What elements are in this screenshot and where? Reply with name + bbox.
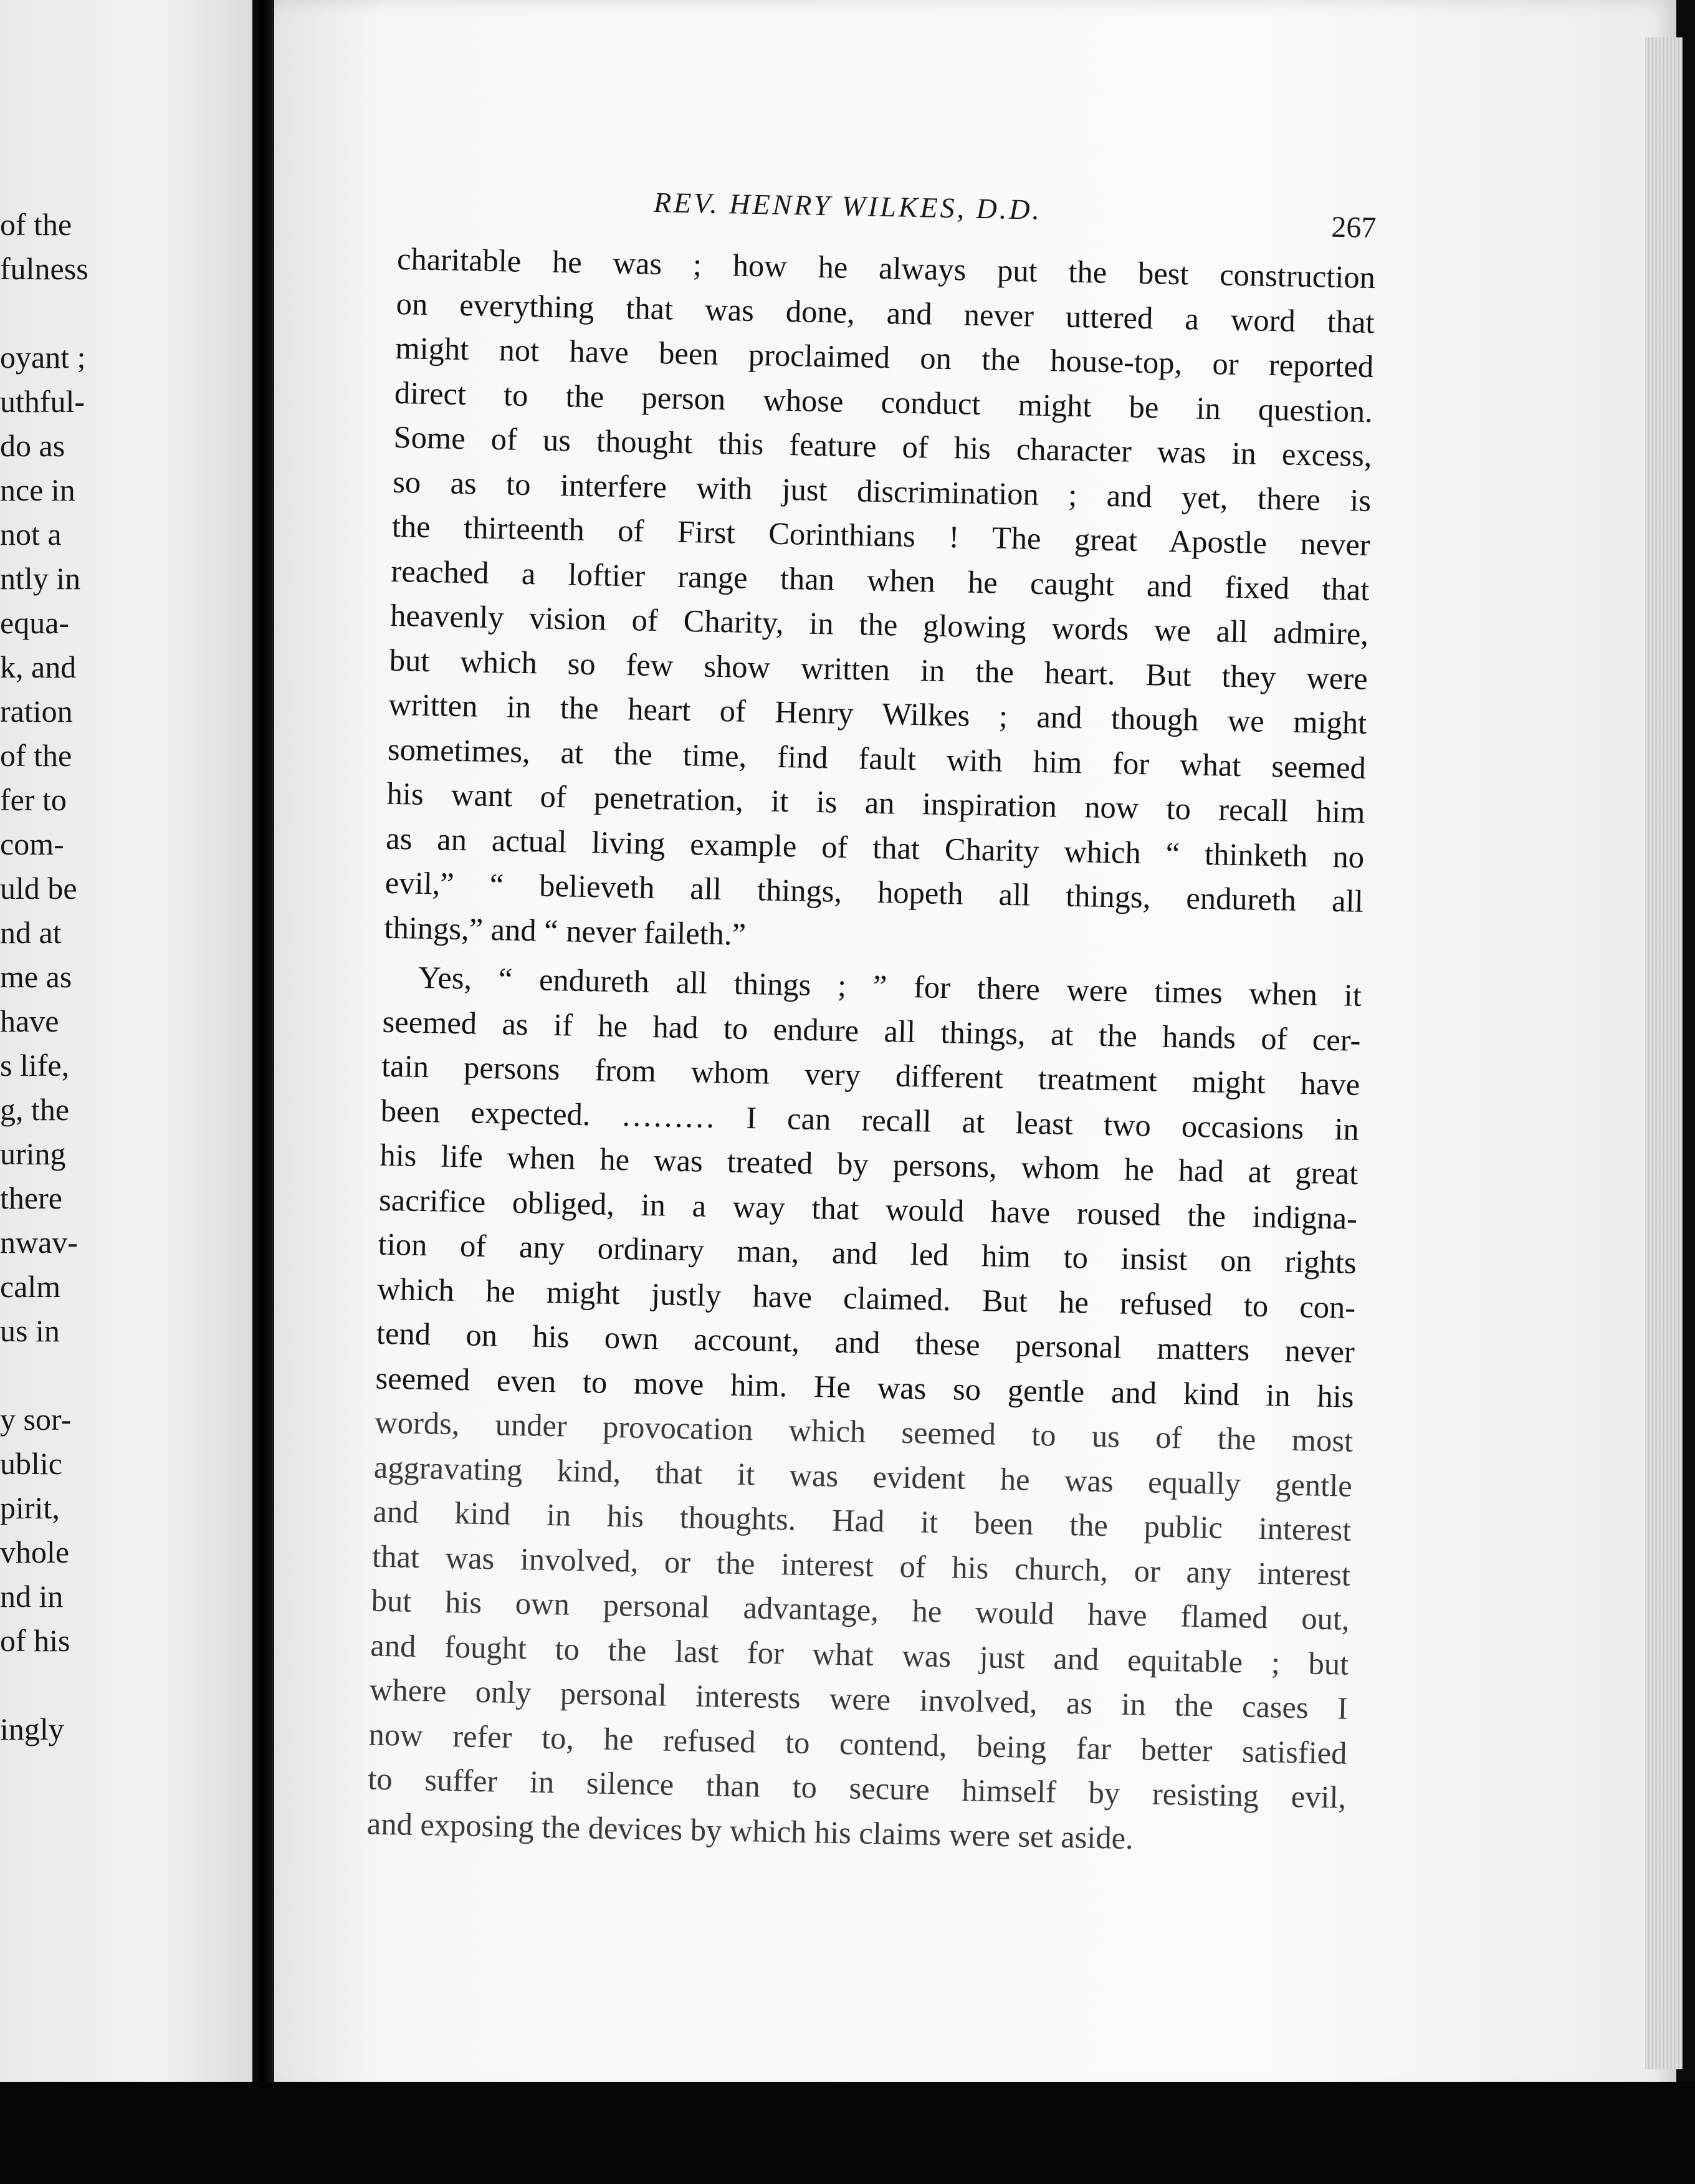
left-page-fragment: uthful- (0, 384, 85, 419)
book-gutter (252, 0, 277, 2184)
text-line: the thirteenth of First Corinthians ! The great Apostle never (391, 508, 1371, 563)
text-line: but which so few show written in the heart. But they were (389, 642, 1368, 696)
text-line: evil,” “ believeth all things, hopeth all things, endureth all (384, 865, 1364, 919)
left-page-fragment: uring (0, 1136, 66, 1171)
text-line: which he might justly have claimed. But he refused to con- (376, 1271, 1356, 1325)
text-line: but his own personal advantage, he would have flamed out, (371, 1583, 1350, 1637)
left-page-fragment: ntly in (0, 561, 81, 596)
text-line: seemed as if he had to endure all things, at the hands of cer- (382, 1003, 1361, 1058)
left-page-fragment: there (0, 1181, 62, 1215)
text-line: as an actual living example of that Charity which “ thinketh no (385, 820, 1365, 874)
text-line: his life when he was treated by persons, whom he had at great (380, 1137, 1358, 1191)
text-line: to suffer in silence than to secure himself by resisting evil, (367, 1761, 1347, 1815)
left-page-fragment: of his (0, 1623, 70, 1658)
page-text-block (366, 168, 1377, 1865)
text-line: sometimes, at the time, find fault with him for what seemed (387, 731, 1367, 785)
text-line: might not have been proclaimed on the house-top, or reported (394, 330, 1374, 385)
running-title: REV. HENRY WILKES, D.D. (653, 186, 1043, 226)
text-line: things,” and “ never faileth.” (384, 909, 747, 952)
text-line: Some of us thought this feature of his character was in excess, (393, 419, 1372, 474)
scan-bottom-edge (0, 2082, 1695, 2184)
left-page-fragment: nce in (0, 472, 75, 507)
text-line: now refer to, he refused to contend, being far better satisfied (368, 1717, 1348, 1771)
text-line: his want of penetration, it is an inspiration now to recall him (386, 775, 1365, 830)
text-line: heavenly vision of Charity, in the glowing words we all admire, (389, 597, 1369, 652)
left-page-fragment: not a (0, 517, 62, 552)
text-line: so as to interfere with just discrimination ; and yet, there is (392, 464, 1372, 518)
text-line: charitable he was ; how he always put the best construction (396, 241, 1376, 295)
page-number: 267 (1330, 210, 1377, 245)
left-page-fragment: ingly (0, 1712, 64, 1746)
left-page-fragment: have (0, 1003, 59, 1038)
text-line: that was involved, or the interest of his church, or any interest (371, 1538, 1351, 1593)
text-line: words, under provocation which seemed to us of the most (374, 1404, 1354, 1458)
left-page-fragment: y sor- (0, 1402, 72, 1437)
left-page-fragment: fulness (0, 251, 88, 286)
text-line: seemed even to move him. He was so gentle and kind in his (375, 1360, 1354, 1414)
text-line: tain persons from whom very different treatment might have (381, 1048, 1360, 1102)
text-line: on everything that was done, and never uttered a word that (396, 285, 1375, 340)
left-page-fragment: uld be (0, 871, 77, 906)
text-line: Yes, “ endureth all things ; ” for there were times when it (418, 959, 1362, 1013)
left-page-fragment: ublic (0, 1446, 62, 1481)
text-line: been expected. ……… I can recall at least two occasions in (380, 1093, 1360, 1147)
text-line: direct to the person whose conduct might be in question. (394, 375, 1373, 429)
left-page-fragment: com- (0, 826, 64, 861)
left-page-fragment: nd in (0, 1579, 64, 1614)
left-page-fragment: do as (0, 428, 65, 463)
paragraph-2 (366, 955, 1362, 1865)
text-line: and fought to the last for what was just and equitable ; but (370, 1627, 1349, 1682)
left-page-fragment: k, and (0, 649, 77, 684)
paragraph-1 (384, 237, 1376, 969)
text-line: where only personal interests were involved, as in the cases I (369, 1672, 1349, 1726)
left-page-fragment: calm (0, 1269, 61, 1304)
left-page-fragment: vhole (0, 1535, 70, 1569)
left-page-fragment: us in (0, 1313, 60, 1348)
left-page-fragment: of the (0, 738, 72, 773)
left-page-fragment: equa- (0, 605, 70, 640)
left-page-fragment: pirit, (0, 1490, 60, 1525)
text-line: and exposing the devices by which his claims were set aside. (366, 1806, 1134, 1856)
facing-page-left (0, 0, 262, 2184)
left-page-fragment: fer to (0, 782, 67, 817)
left-page-fragment: nwav- (0, 1225, 78, 1260)
text-line: and kind in his thoughts. Had it been the public interest (373, 1493, 1352, 1548)
text-line: sacrifice obliged, in a way that would have roused the indigna- (378, 1182, 1358, 1236)
left-page-fragment: oyant ; (0, 340, 86, 375)
left-page-fragment: me as (0, 959, 72, 994)
text-line: reached a loftier range than when he caught and fixed that (391, 553, 1370, 607)
left-page-fragment: s life, (0, 1048, 70, 1083)
text-line: tion of any ordinary man, and led him to insist on rights (378, 1226, 1357, 1280)
text-line: tend on his own account, and these personal matters never (376, 1315, 1355, 1369)
text-line: aggravating kind, that it was evident he was equally gentle (373, 1449, 1353, 1503)
left-page-fragment: of the (0, 207, 72, 242)
left-page-fragment: ration (0, 694, 73, 729)
left-page-fragment: nd at (0, 915, 62, 950)
text-line: written in the heart of Henry Wilkes ; and though we might (388, 686, 1367, 740)
left-page-fragment: g, the (0, 1092, 70, 1127)
page-edges (1645, 37, 1683, 2069)
